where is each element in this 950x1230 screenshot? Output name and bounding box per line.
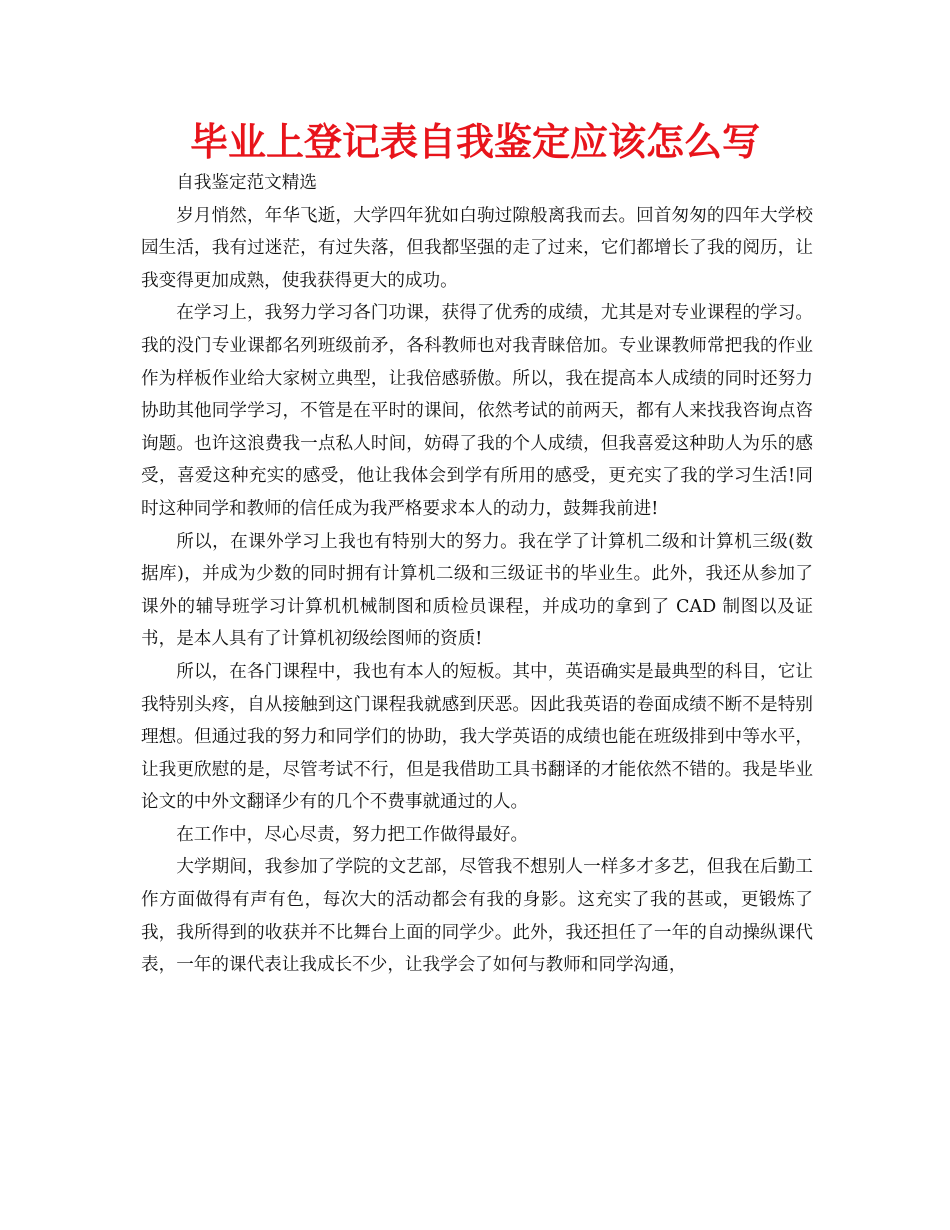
paragraph-2: 在学习上，我努力学习各门功课，获得了优秀的成绩，尤其是对专业课程的学习。我的没门专业课都名列班级前矛，各科教师也对我青睐倍加。专业课教师常把我的作业作为样板作业给大家树立典型，让我倍感骄傲。所以，我在提高本人成绩的同时还努力协助其他同学学习，不管是在平时的课间，依然考试的前两天，都有人来找我咨询点咨询题。也许这浪费我一点私人时间，妨碍了我的个人成绩，但我喜爱这种助人为乐的感受，喜爱这种充实的感受，他让我体会到学有所用的感受，更充实了我的学习生活!同时这种同学和教师的信任成为我严格要求本人的动力，鼓舞我前进! bbox=[141, 303, 813, 519]
paragraph-4: 所以，在各门课程中，我也有本人的短板。其中，英语确实是最典型的科目，它让我特别头疼，自从接触到这门课程我就感到厌恶。因此我英语的卷面成绩不断不是特别理想。但通过我的努力和同学们的协助，我大学英语的成绩也能在班级排到中等水平，让我更欣慰的是，尽管考试不行，但是我借助工具书翻译的才能依然不错的。我是毕业论文的中外文翻译少有的几个不费事就通过的人。 bbox=[141, 661, 813, 813]
paragraph-subtitle: 自我鉴定范文精选 bbox=[176, 173, 317, 193]
document-body bbox=[141, 167, 813, 982]
paragraph-6: 大学期间，我参加了学院的文艺部，尽管我不想别人一样多才多艺，但我在后勤工作方面做得有声有色，每次大的活动都会有我的身影。这充实了我的甚或，更锻炼了我，我所得到的收获并不比舞台上面的同学少。此外，我还担任了一年的自动操纵课代表，一年的课代表让我成长不少，让我学会了如何与教师和同学沟通， bbox=[141, 857, 813, 976]
document-title: 毕业上登记表自我鉴定应该怎么写 bbox=[189, 120, 760, 164]
paragraph-5: 在工作中，尽心尽责，努力把工作做得最好。 bbox=[176, 824, 529, 845]
paragraph-1: 岁月悄然，年华飞逝，大学四年犹如白驹过隙般离我而去。回首匆匆的四年大学校园生活，我有过迷茫，有过失落，但我都坚强的走了过来，它们都增长了我的阅历，让我变得更加成熟，使我获得更大的成功。 bbox=[141, 205, 813, 291]
paragraph-3: 所以，在课外学习上我也有特别大的努力。我在学了计算机二级和计算机三级(数据库)，并成为少数的同时拥有计算机二级和三级证书的毕业生。此外，我还从参加了课外的辅导班学习计算机机械制图和质检员课程，并成功的拿到了 CAD 制图以及证书，是本人具有了计算机初级绘图师的资质! bbox=[141, 531, 813, 650]
